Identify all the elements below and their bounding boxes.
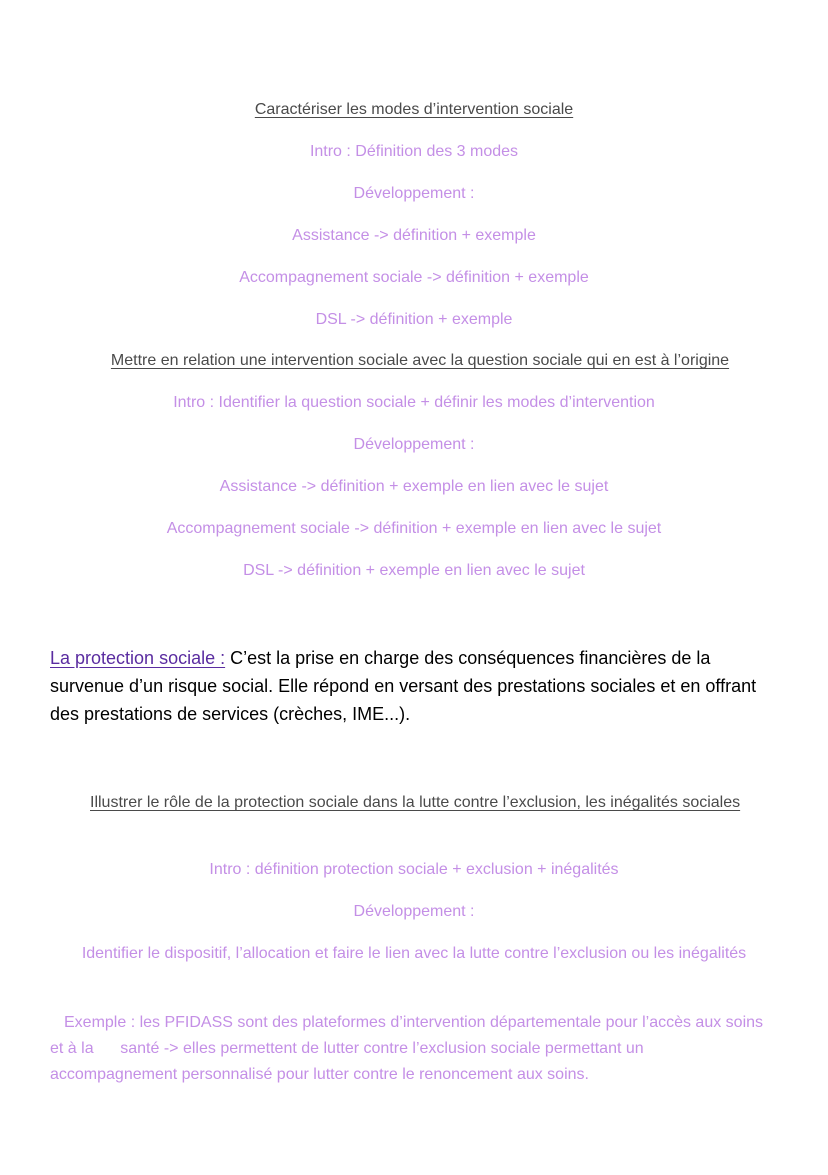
definition-paragraph [50,644,774,728]
section2-development: Développement : [353,436,475,453]
definition-text: C’est la prise en charge des conséquences financières de la survenue d’un risque social. Elle répond en versant des prestations sociales et en offrant des prestations de services (crèches, IME...). [50,648,757,724]
section3-development: Développement : [353,903,475,920]
section3-title-wrap [50,790,770,816]
section1-dsl: DSL -> définition + exemple [315,311,513,328]
section1-accompagnement: Accompagnement sociale -> définition + exemple [239,269,589,286]
section2-assistance: Assistance -> définition + exemple en lien avec le sujet [219,478,609,495]
section1-development: Développement : [353,185,475,202]
section3-intro: Intro : définition protection sociale + exclusion + inégalités [209,861,619,878]
section3-example: Exemple : les PFIDASS sont des plateformes d’intervention départementale pour l’accès aux soins et à la santé -> elles permettent de lutter contre l’exclusion sociale permettant un accompagnement personnalisé pour lutter contre le renoncement aux soins. [50,1014,768,1083]
section2-accompagnement: Accompagnement sociale -> définition + exemple en lien avec le sujet [166,520,662,537]
section3-identifier: Identifier le dispositif, l’allocation et faire le lien avec la lutte contre l’exclusion ou les inégalités [81,945,747,962]
section1-intro: Intro : Définition des 3 modes [309,143,519,160]
section2-intro: Intro : Identifier la question sociale + définir les modes d’intervention [173,394,655,411]
section2-title: Mettre en relation une intervention sociale avec la question sociale qui en est à l’origine [110,352,730,369]
definition-term: La protection sociale : [50,648,226,668]
section2-dsl: DSL -> définition + exemple en lien avec le sujet [243,562,585,579]
section1-title: Caractériser les modes d’intervention sociale [254,101,574,118]
section1-assistance: Assistance -> définition + exemple [292,227,536,244]
section3-title: Illustrer le rôle de la protection sociale dans la lutte contre l’exclusion, les inégalités sociales [90,794,741,811]
